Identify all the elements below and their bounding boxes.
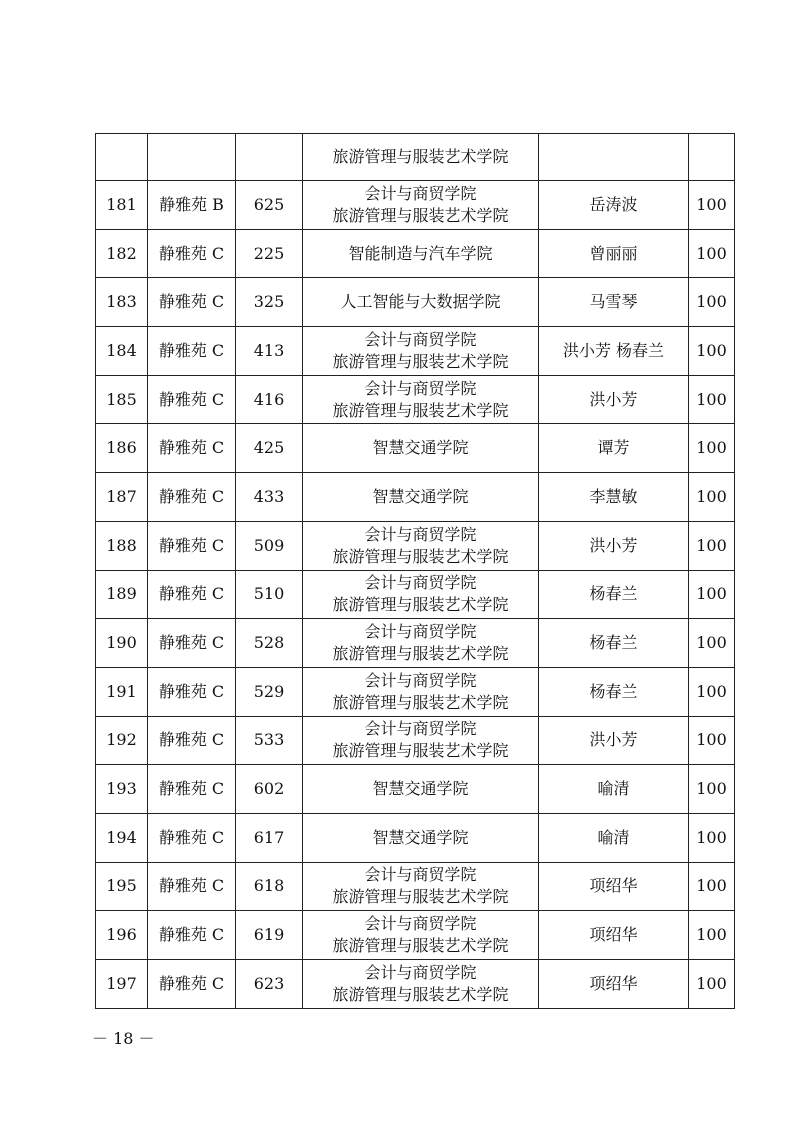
cell-score: 100 (689, 765, 735, 814)
cell-counselor: 洪小芳 杨春兰 (539, 327, 689, 376)
cell-counselor: 杨春兰 (539, 619, 689, 668)
table-row (96, 619, 735, 668)
cell-counselor: 谭芳 (539, 424, 689, 473)
cell-counselor: 喻清 (539, 813, 689, 862)
cell-building: 静雅苑 C (148, 229, 236, 278)
cell-building: 静雅苑 C (148, 327, 236, 376)
college-name: 智慧交通学院 (372, 486, 469, 506)
cell-score (689, 134, 735, 181)
table-row (96, 570, 735, 619)
college-name: 旅游管理与服装艺术学院 (332, 887, 509, 907)
cell-college (303, 375, 539, 424)
cell-building: 静雅苑 C (148, 521, 236, 570)
cell-no (96, 134, 148, 181)
college-name: 会计与商贸学院 (364, 378, 477, 398)
cell-building (148, 134, 236, 181)
college-name: 会计与商贸学院 (364, 719, 477, 739)
table-row (96, 375, 735, 424)
college-name: 会计与商贸学院 (364, 524, 477, 544)
table-body (96, 134, 735, 1009)
cell-counselor: 杨春兰 (539, 667, 689, 716)
college-name: 旅游管理与服装艺术学院 (332, 546, 509, 566)
cell-score: 100 (689, 911, 735, 960)
cell-no: 197 (96, 960, 148, 1009)
cell-room: 433 (236, 473, 303, 522)
cell-college (303, 960, 539, 1009)
college-name: 旅游管理与服装艺术学院 (332, 351, 509, 371)
cell-room: 425 (236, 424, 303, 473)
cell-score: 100 (689, 521, 735, 570)
cell-college (303, 911, 539, 960)
cell-counselor: 洪小芳 (539, 521, 689, 570)
cell-building: 静雅苑 C (148, 570, 236, 619)
cell-building: 静雅苑 C (148, 278, 236, 327)
cell-no: 182 (96, 229, 148, 278)
college-name: 智慧交通学院 (372, 827, 469, 847)
college-name: 旅游管理与服装艺术学院 (332, 692, 509, 712)
cell-college (303, 278, 539, 327)
cell-counselor (539, 134, 689, 181)
cell-no: 181 (96, 181, 148, 230)
cell-college (303, 424, 539, 473)
cell-score: 100 (689, 716, 735, 765)
college-name: 旅游管理与服装艺术学院 (332, 147, 509, 166)
cell-score: 100 (689, 278, 735, 327)
table-row-continuation (96, 134, 735, 181)
cell-room: 325 (236, 278, 303, 327)
cell-room: 509 (236, 521, 303, 570)
cell-score: 100 (689, 960, 735, 1009)
cell-room: 602 (236, 765, 303, 814)
cell-score: 100 (689, 570, 735, 619)
cell-no: 186 (96, 424, 148, 473)
table-row (96, 424, 735, 473)
page-number: － 18 － (92, 1029, 155, 1048)
dorm-inspection-table (95, 133, 735, 1009)
table-row (96, 960, 735, 1009)
cell-college (303, 570, 539, 619)
cell-counselor: 项绍华 (539, 862, 689, 911)
cell-score: 100 (689, 181, 735, 230)
cell-college (303, 473, 539, 522)
cell-no: 187 (96, 473, 148, 522)
cell-no: 195 (96, 862, 148, 911)
cell-college (303, 667, 539, 716)
cell-college (303, 619, 539, 668)
college-name: 旅游管理与服装艺术学院 (332, 644, 509, 664)
college-name: 会计与商贸学院 (364, 573, 477, 593)
cell-counselor: 李慧敏 (539, 473, 689, 522)
college-name: 会计与商贸学院 (364, 670, 477, 690)
cell-room: 625 (236, 181, 303, 230)
cell-no: 194 (96, 813, 148, 862)
cell-room: 528 (236, 619, 303, 668)
cell-building: 静雅苑 C (148, 424, 236, 473)
cell-college (303, 765, 539, 814)
cell-counselor: 曾丽丽 (539, 229, 689, 278)
college-name: 旅游管理与服装艺术学院 (332, 936, 509, 956)
cell-college (303, 521, 539, 570)
cell-building: 静雅苑 B (148, 181, 236, 230)
cell-college (303, 716, 539, 765)
cell-room: 416 (236, 375, 303, 424)
cell-score: 100 (689, 862, 735, 911)
table-row (96, 862, 735, 911)
college-name: 旅游管理与服装艺术学院 (332, 400, 509, 420)
table-row (96, 278, 735, 327)
cell-building: 静雅苑 C (148, 473, 236, 522)
college-name: 会计与商贸学院 (364, 622, 477, 642)
college-name: 智慧交通学院 (372, 779, 469, 799)
cell-no: 183 (96, 278, 148, 327)
cell-no: 188 (96, 521, 148, 570)
cell-college (303, 327, 539, 376)
cell-counselor: 岳涛波 (539, 181, 689, 230)
cell-college (303, 134, 539, 181)
cell-room: 619 (236, 911, 303, 960)
cell-no: 184 (96, 327, 148, 376)
cell-no: 191 (96, 667, 148, 716)
cell-building: 静雅苑 C (148, 619, 236, 668)
cell-building: 静雅苑 C (148, 765, 236, 814)
cell-room: 529 (236, 667, 303, 716)
table-row (96, 667, 735, 716)
cell-score: 100 (689, 473, 735, 522)
cell-building: 静雅苑 C (148, 862, 236, 911)
cell-no: 185 (96, 375, 148, 424)
cell-room: 623 (236, 960, 303, 1009)
cell-building: 静雅苑 C (148, 375, 236, 424)
cell-room: 413 (236, 327, 303, 376)
table-row (96, 327, 735, 376)
cell-counselor: 项绍华 (539, 960, 689, 1009)
cell-building: 静雅苑 C (148, 667, 236, 716)
cell-room: 533 (236, 716, 303, 765)
college-name: 旅游管理与服装艺术学院 (332, 595, 509, 615)
cell-building: 静雅苑 C (148, 813, 236, 862)
cell-building: 静雅苑 C (148, 716, 236, 765)
cell-college (303, 181, 539, 230)
table-row (96, 765, 735, 814)
cell-counselor: 喻清 (539, 765, 689, 814)
college-name: 会计与商贸学院 (364, 865, 477, 885)
cell-counselor: 项绍华 (539, 911, 689, 960)
cell-counselor: 洪小芳 (539, 716, 689, 765)
cell-room: 510 (236, 570, 303, 619)
table-row (96, 181, 735, 230)
college-name: 会计与商贸学院 (364, 329, 477, 349)
cell-building: 静雅苑 C (148, 911, 236, 960)
cell-room: 225 (236, 229, 303, 278)
table-row (96, 911, 735, 960)
table-row (96, 716, 735, 765)
college-name: 会计与商贸学院 (364, 914, 477, 934)
cell-score: 100 (689, 619, 735, 668)
cell-college (303, 862, 539, 911)
table-row (96, 473, 735, 522)
college-name: 会计与商贸学院 (364, 183, 477, 203)
cell-room: 617 (236, 813, 303, 862)
cell-score: 100 (689, 229, 735, 278)
cell-counselor: 马雪琴 (539, 278, 689, 327)
college-name: 会计与商贸学院 (364, 962, 477, 982)
cell-no: 196 (96, 911, 148, 960)
cell-no: 189 (96, 570, 148, 619)
cell-no: 193 (96, 765, 148, 814)
table-row (96, 229, 735, 278)
cell-building: 静雅苑 C (148, 960, 236, 1009)
cell-score: 100 (689, 667, 735, 716)
cell-room (236, 134, 303, 181)
cell-score: 100 (689, 424, 735, 473)
cell-room: 618 (236, 862, 303, 911)
cell-counselor: 洪小芳 (539, 375, 689, 424)
college-name: 旅游管理与服装艺术学院 (332, 984, 509, 1004)
table-row (96, 813, 735, 862)
college-name: 智慧交通学院 (372, 438, 469, 458)
cell-no: 192 (96, 716, 148, 765)
cell-college (303, 229, 539, 278)
table-row (96, 521, 735, 570)
cell-score: 100 (689, 327, 735, 376)
college-name: 人工智能与大数据学院 (340, 292, 501, 312)
cell-score: 100 (689, 813, 735, 862)
cell-counselor: 杨春兰 (539, 570, 689, 619)
college-name: 旅游管理与服装艺术学院 (332, 741, 509, 761)
college-name: 智能制造与汽车学院 (348, 243, 493, 263)
college-name: 旅游管理与服装艺术学院 (332, 205, 509, 225)
cell-college (303, 813, 539, 862)
cell-no: 190 (96, 619, 148, 668)
cell-score: 100 (689, 375, 735, 424)
